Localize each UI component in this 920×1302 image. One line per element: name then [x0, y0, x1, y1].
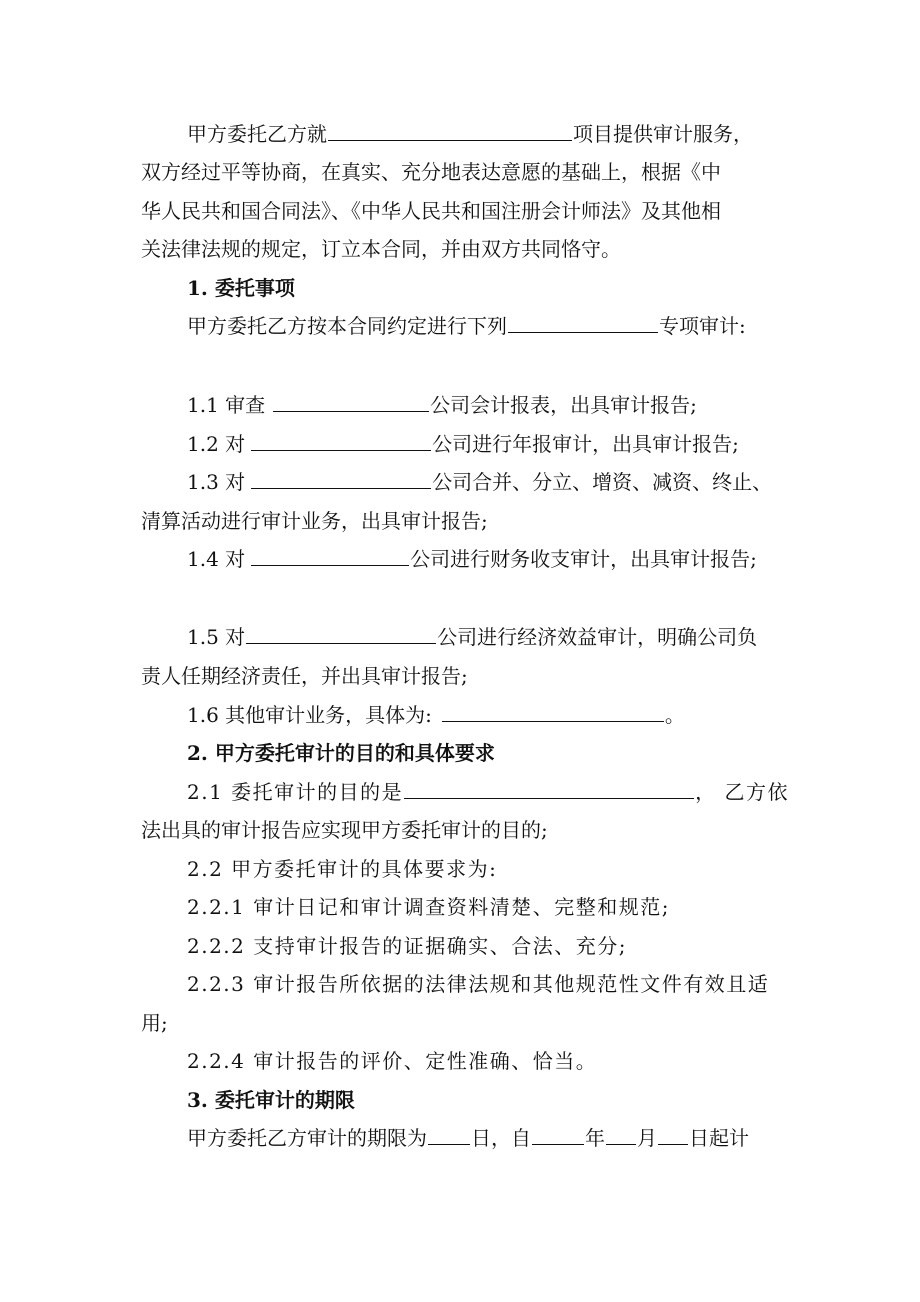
item-2-2-1: 2.2.1 审计日记和审计调查资料清楚、完整和规范;	[187, 895, 670, 919]
item-2-2-4: 2.2.4 审计报告的评价、定性准确、恰当。	[187, 1049, 598, 1073]
section-1-lead-b: 专项审计:	[659, 314, 746, 338]
audit-type-blank[interactable]	[508, 314, 658, 333]
intro-line-3: 华人民共和国合同法》、《中华人民共和国注册会计师法》及其他相	[141, 199, 721, 223]
item-2-2-3: 2.2.3 审计报告所依据的法律法规和其他规范性文件有效且适	[187, 972, 770, 996]
item-1-3-text: 公司合并、分立、增资、减资、终止、	[432, 470, 773, 494]
intro-line-2: 双方经过平等协商，在真实、充分地表达意愿的基础上，根据《中	[141, 160, 721, 184]
item-1-4	[187, 547, 757, 571]
item-1-4-num: 1.4 对	[187, 547, 246, 571]
intro-line-1	[187, 122, 753, 146]
item-1-2-num: 1.2 对	[187, 432, 246, 456]
item-1-3-num: 1.3 对	[187, 470, 246, 494]
item-1-5-num: 1.5 对	[187, 625, 246, 649]
item-1-2-text: 公司进行年报审计，出具审计报告;	[432, 432, 739, 456]
period-days-blank[interactable]	[428, 1126, 470, 1145]
item-1-3	[187, 470, 772, 494]
section-1-lead	[187, 314, 746, 338]
section-3-heading: 3. 委托审计的期限	[187, 1088, 355, 1112]
item-2-1-text-b: ， 乙方依	[695, 780, 790, 804]
period-text-2: 日，自	[471, 1126, 531, 1150]
item-1-2	[187, 432, 739, 456]
item-1-6-num: 1.6 其他审计业务，具体为:	[187, 703, 432, 727]
item-1-1	[187, 393, 697, 417]
item-1-3-blank[interactable]	[251, 470, 431, 489]
item-1-6-text: 。	[664, 703, 685, 727]
intro-text-b: 项目提供审计服务，	[573, 122, 753, 146]
audit-purpose-blank[interactable]	[404, 780, 694, 799]
item-1-5	[187, 625, 757, 649]
item-1-5-blank[interactable]	[246, 625, 436, 644]
period-text-4: 月	[637, 1126, 657, 1150]
item-2-1-text-a: 2.1 委托审计的目的是	[187, 780, 404, 804]
item-1-2-blank[interactable]	[251, 432, 431, 451]
item-2-1-cont: 法出具的审计报告应实现甲方委托审计的目的;	[141, 818, 548, 842]
start-day-blank[interactable]	[658, 1126, 688, 1145]
start-month-blank[interactable]	[606, 1126, 636, 1145]
section-2-heading: 2. 甲方委托审计的目的和具体要求	[187, 741, 495, 765]
item-1-6-blank[interactable]	[442, 703, 664, 722]
start-year-blank[interactable]	[532, 1126, 584, 1145]
period-text-5: 日起计	[689, 1126, 749, 1150]
item-2-2: 2.2 甲方委托审计的具体要求为:	[187, 857, 498, 881]
item-1-3-cont: 清算活动进行审计业务，出具审计报告;	[141, 509, 488, 533]
item-2-2-2: 2.2.2 支持审计报告的证据确实、合法、充分;	[187, 934, 627, 958]
item-1-1-text: 公司会计报表，出具审计报告;	[430, 393, 697, 417]
item-1-4-blank[interactable]	[251, 547, 409, 566]
intro-line-4: 关法律法规的规定，订立本合同，并由双方共同恪守。	[141, 237, 621, 261]
item-1-5-text: 公司进行经济效益审计，明确公司负	[437, 625, 758, 649]
item-1-1-blank[interactable]	[273, 393, 429, 412]
section-1-heading: 1. 委托事项	[187, 276, 295, 300]
project-name-blank[interactable]	[328, 122, 572, 141]
period-text-1: 甲方委托乙方审计的期限为	[187, 1126, 427, 1150]
item-1-4-text: 公司进行财务收支审计，出具审计报告;	[410, 547, 757, 571]
period-text-3: 年	[585, 1126, 605, 1150]
section-1-lead-a: 甲方委托乙方按本合同约定进行下列	[187, 314, 507, 338]
section-3-text	[187, 1126, 749, 1150]
item-1-5-cont: 责人任期经济责任，并出具审计报告;	[141, 664, 468, 688]
item-2-2-3-cont: 用;	[141, 1011, 168, 1035]
item-1-1-num: 1.1 审查	[187, 393, 266, 417]
item-2-1	[187, 780, 789, 804]
item-1-6	[187, 703, 685, 727]
intro-text-a: 甲方委托乙方就	[187, 122, 327, 146]
